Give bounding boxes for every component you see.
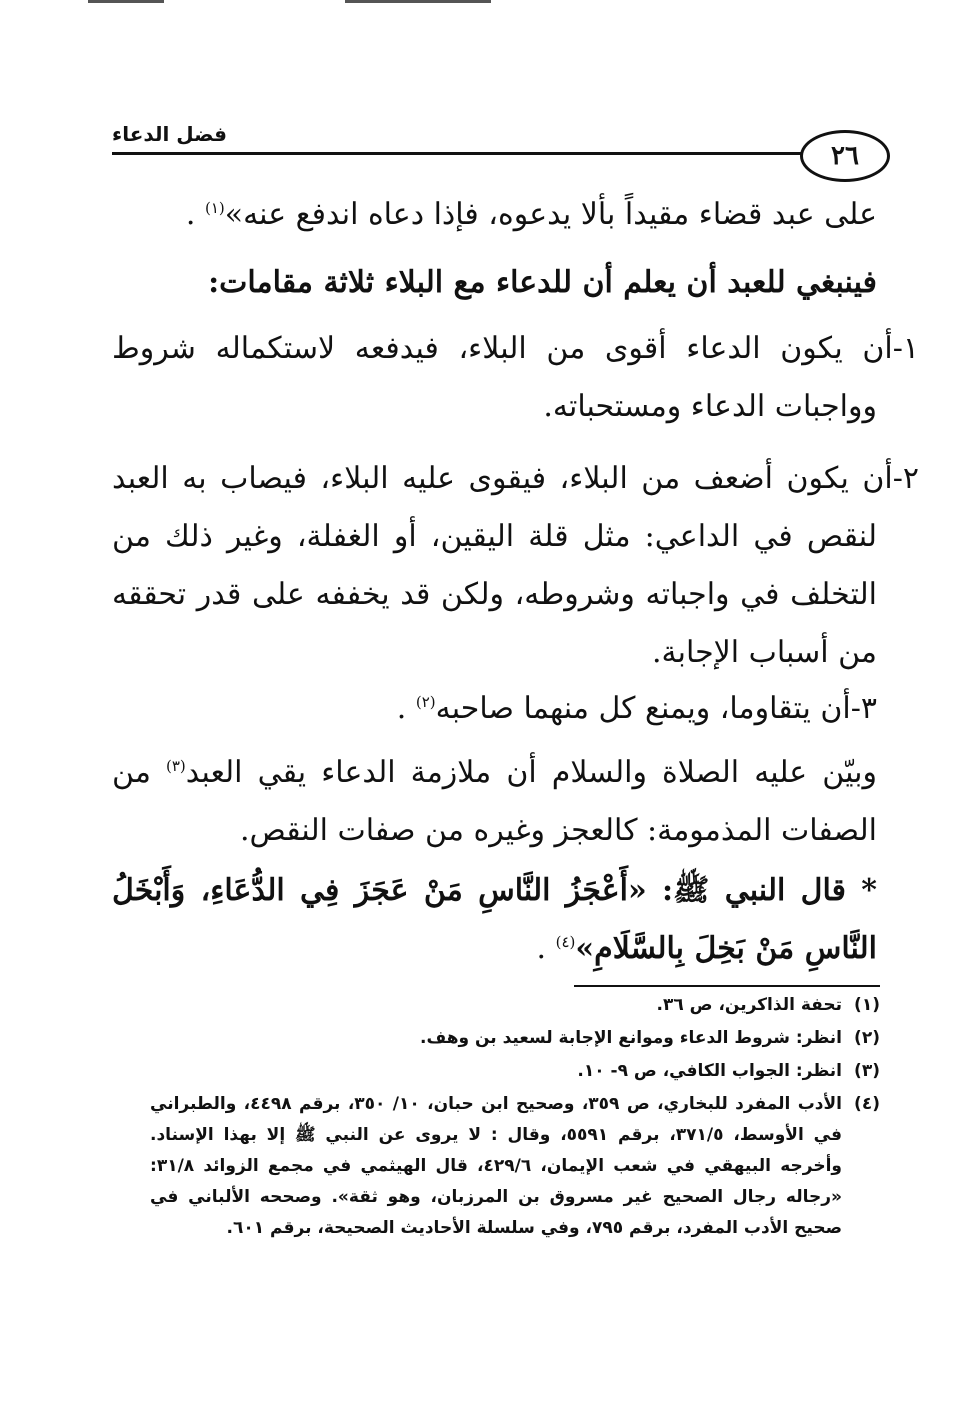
list-item-end: . — [396, 691, 416, 726]
list-item-text: ٣-أن يتقاوما، ويمنع كل منهما صاحبه — [435, 691, 877, 726]
footnote-4 — [150, 1089, 880, 1244]
footnote-ref: (٢) — [415, 693, 436, 711]
footnote-text: الأدب المفرد للبخاري، ص ٣٥٩، وصحيح ابن حبان، ١٠/ ٣٥٠، برقم ٤٤٩٨، والطبراني في الأوسط، ٣٧١/٥، برقم ٥٥٩١، وقال : لا يروى عن النبي ﷺ إلا بهذا الإسناد. وأخرجه البيهقي في شعب الإيمان، ٤٢٩/٦، قال الهيثمي في مجمع الزوائد ٣١/٨: «رجاله رجال الصحيح غير مسروق بن المرزبان، وهو ثقة». وصححه الألباني في صحيح الأدب المفرد، برقم ٧٩٥، وفي سلسلة الأحاديث الصحيحة، برقم ٦٠١. — [150, 1094, 843, 1238]
hadith-end: . — [536, 931, 556, 966]
page-number: ٢٦ — [831, 141, 859, 171]
footnote-3 — [150, 1056, 880, 1087]
footnotes — [150, 990, 880, 1246]
top-edge-rule-left — [88, 0, 164, 3]
running-title: فضل الدعاء — [112, 122, 227, 146]
paragraph-protection — [112, 744, 877, 860]
paragraph-heading: فينبغي للعبد أن يعلم أن للدعاء مع البلاء ثلاثة مقامات: — [208, 265, 877, 300]
list-item-1: ١-أن يكون الدعاء أقوى من البلاء، فيدفعه لاستكماله شروط وواجبات الدعاء ومستحباته. — [112, 331, 919, 424]
footnote-1 — [150, 990, 880, 1021]
footnote-ref: (٤) — [555, 933, 576, 951]
footnote-text: انظر: الجواب الكافي، ص ٩- ١٠. — [577, 1061, 842, 1081]
paragraph-end: . — [185, 197, 205, 232]
paragraph-continuation — [112, 186, 877, 244]
footnote-number: (٤) — [854, 1094, 880, 1114]
paragraph-text: على عبد قضاء مقيداً بألا يدعوه، فإذا دعاه اندفع عنه» — [224, 197, 877, 232]
footnote-separator — [574, 985, 880, 987]
paragraph-text-a: وبيّن عليه الصلاة والسلام أن ملازمة الدعاء يقي العبد — [185, 755, 877, 790]
hadith-paragraph — [112, 862, 877, 978]
footnote-2 — [150, 1023, 880, 1054]
header-rule — [112, 152, 802, 155]
footnote-ref: (٣) — [165, 757, 186, 775]
top-edge-rule-middle — [345, 0, 491, 3]
paragraph-text-b: من الصفات المذمومة: كالعجز وغيره من صفات النقص. — [112, 755, 877, 848]
page-number-badge — [800, 130, 890, 182]
footnote-number: (٢) — [854, 1028, 880, 1048]
list-item-3 — [112, 680, 877, 738]
footnote-number: (١) — [854, 995, 880, 1015]
list-item-2: ٢-أن يكون أضعف من البلاء، فيقوى عليه البلاء، فيصاب به العبد لنقص في الداعي: مثل قلة اليقين، أو الغفلة، وغير ذلك من التخلف في واجباته وشروطه، ولكن قد يخففه على قدر تحققه من أسباب الإجابة. — [112, 461, 919, 670]
footnote-ref: (١) — [204, 199, 225, 217]
footnote-number: (٣) — [854, 1061, 880, 1081]
footnote-text: تحفة الذاكرين، ص ٣٦. — [656, 995, 842, 1015]
hadith-text: * قال النبي ﷺ: «أَعْجَزُ النَّاسِ مَنْ عَجَزَ فِي الدُّعَاءِ، وَأَبْخَلُ النَّاسِ مَنْ بَخِلَ بِالسَّلَامِ» — [112, 873, 877, 966]
footnote-text: انظر: شروط الدعاء وموانع الإجابة لسعيد بن وهف. — [420, 1028, 842, 1048]
